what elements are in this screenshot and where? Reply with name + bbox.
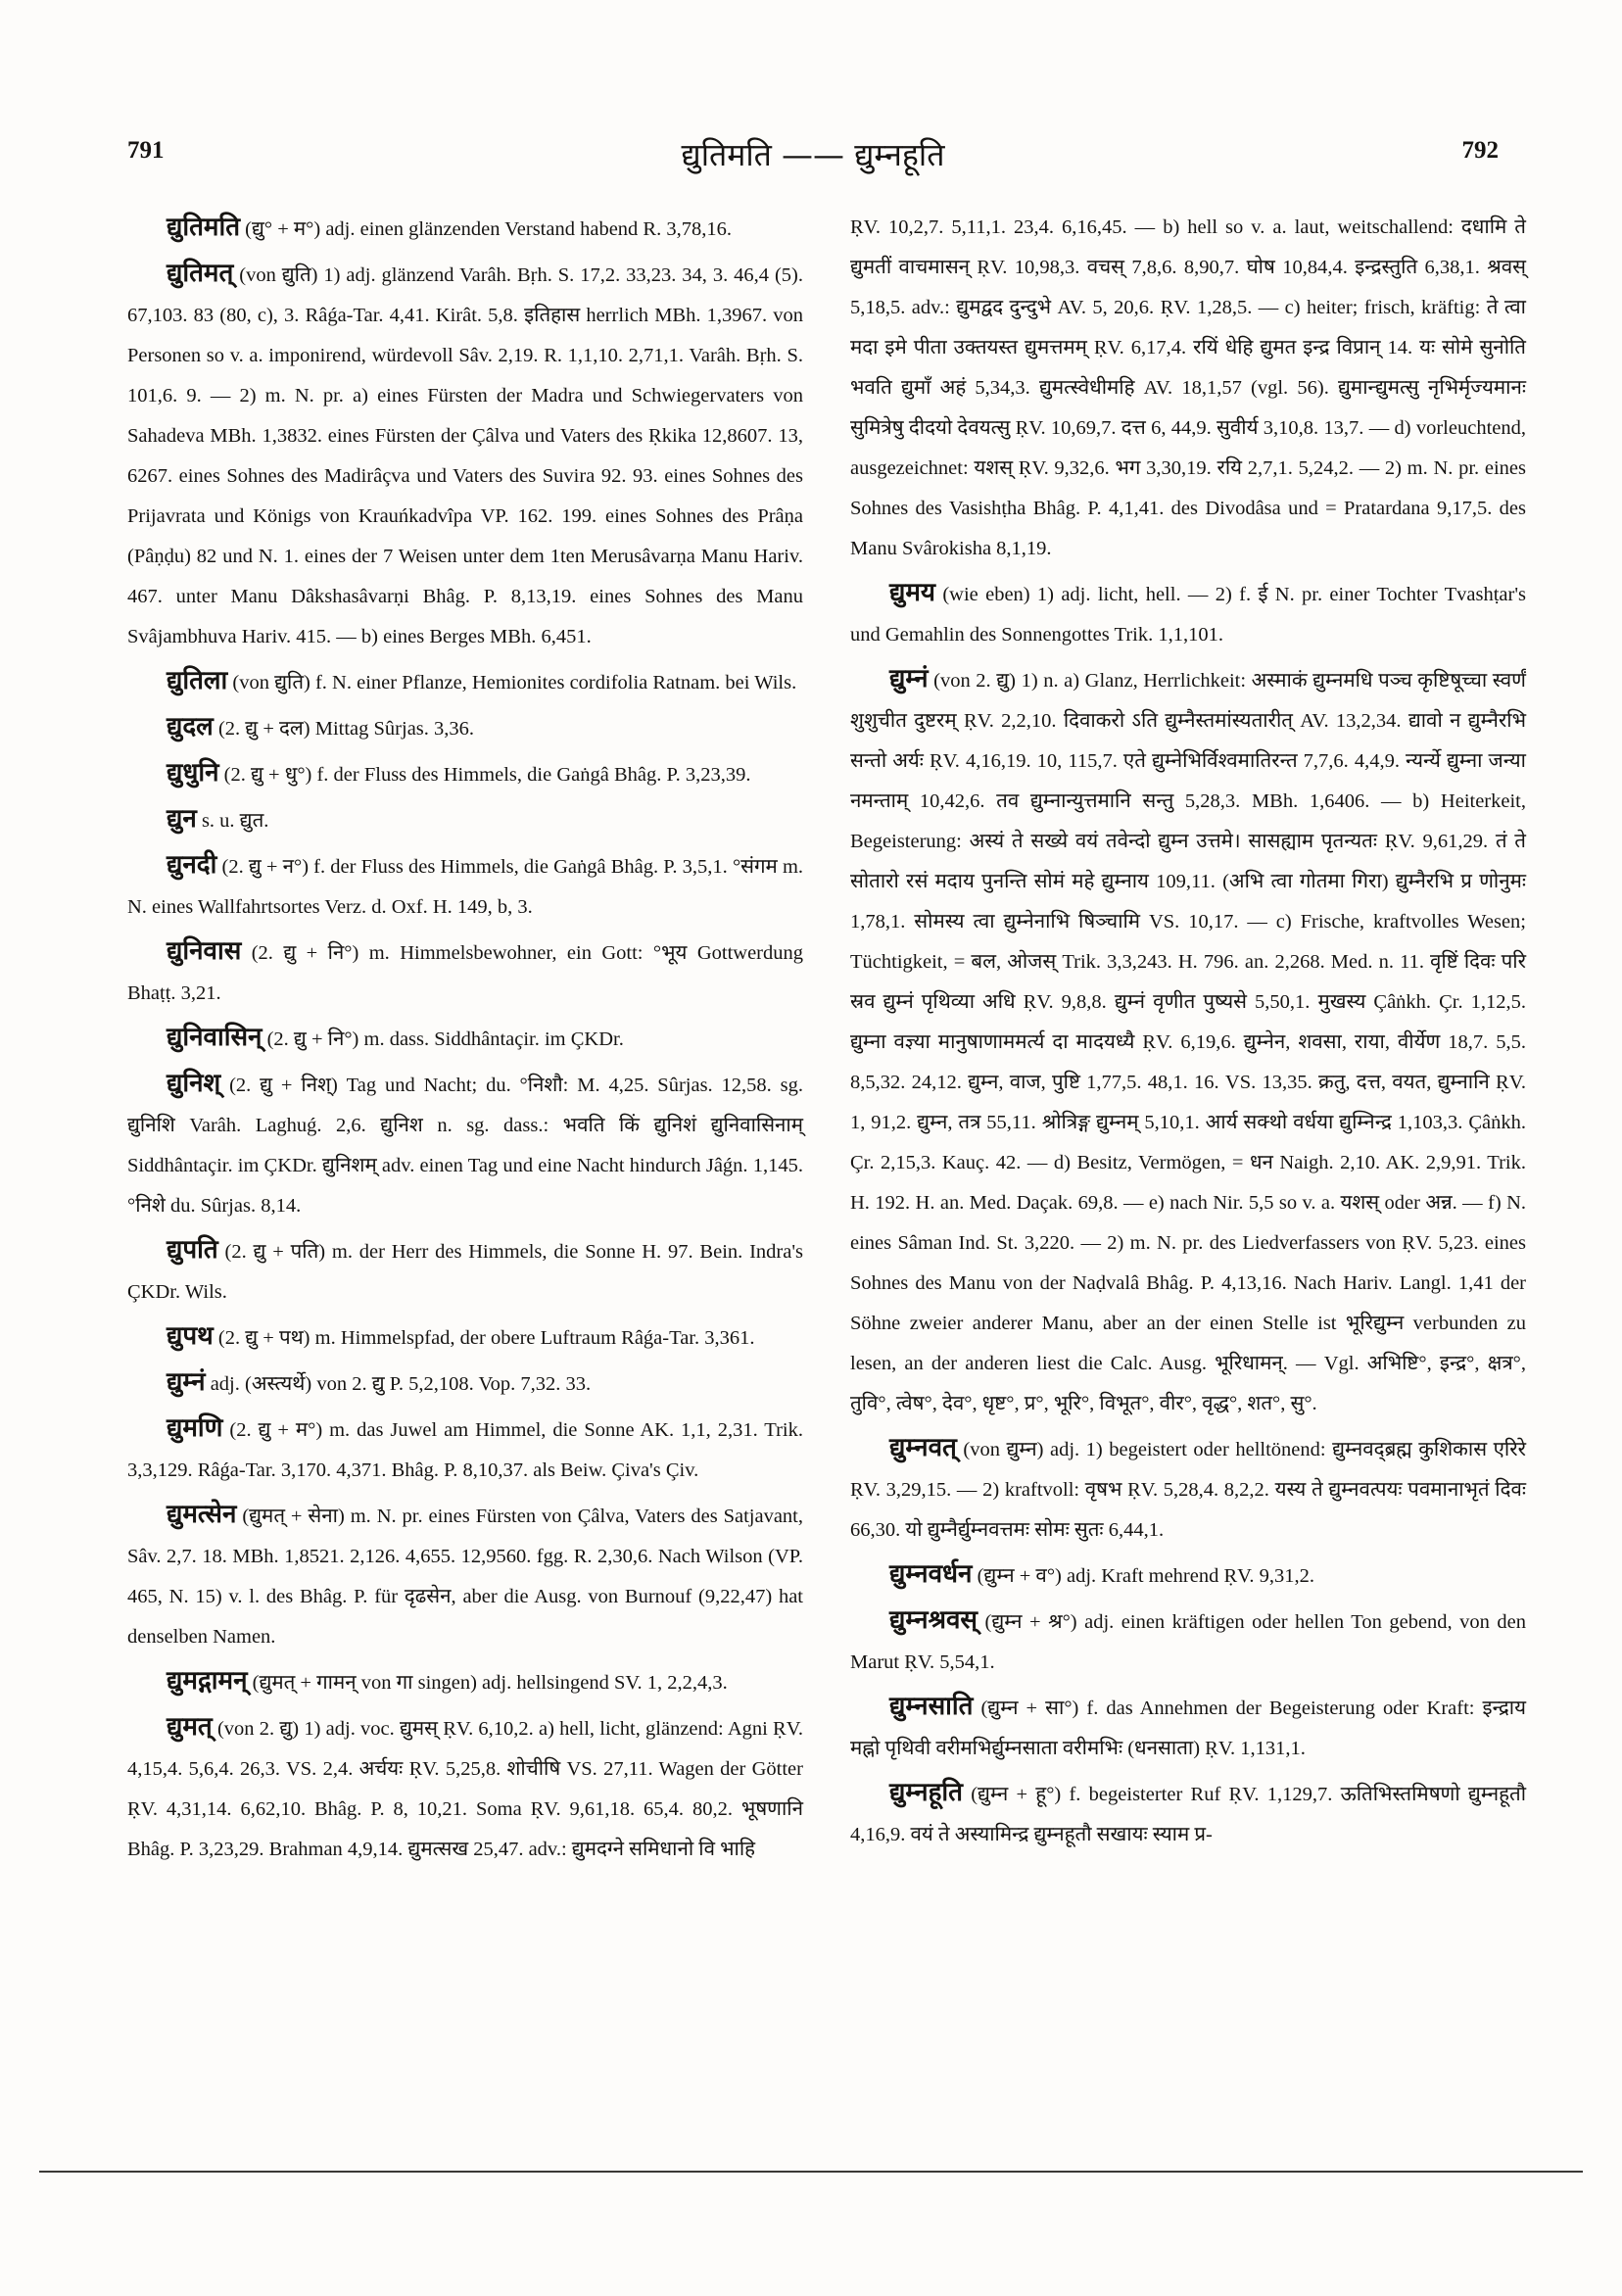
entry-headword: द्युनिवास: [167, 936, 242, 966]
dictionary-entry: [850, 1687, 1526, 1769]
entry-text: (2. द्यु + दल) Mittag Sûrjas. 3,36.: [217, 718, 475, 740]
dictionary-entry: [127, 845, 803, 928]
entry-headword: द्युनिश्: [167, 1069, 221, 1098]
entry-headword: द्युम्नवत्: [889, 1433, 957, 1462]
entry-text: (2. द्यु + निश्) Tag und Nacht; du. °निशौ: M. 4,25. Sûrjas. 12,58. sg. द्युनिशि Varâh. Laghuǵ. 2,6. द्युनिश n. sg. dass.: भवति किं द्युनिशं द्युनिवासिनाम् Siddhântaçir. im ÇKDr. द्युनिशम् adv. einen Tag und eine Nacht hindurch Jâǵn. 1,145. °निशे du. Sûrjas. 8,14.: [127, 1075, 804, 1217]
left-page-number: 791: [127, 137, 165, 164]
dictionary-entry: [127, 1064, 803, 1226]
entry-text: (द्यु° + म°) adj. einen glänzenden Verstand habend R. 3,78,16.: [245, 218, 732, 240]
dictionary-entry: [850, 1428, 1526, 1551]
entry-headword: द्युनिवासिन्: [167, 1023, 262, 1052]
entry-headword: द्युम्नवर्धन: [889, 1559, 973, 1589]
entry-text: (द्युम्न + हू°) f. begeisterter Ruf ṚV. 1,129,7. ऊतिभिस्तमिषणो द्युम्नहूतौ 4,16,9. वयं ते अस्यामिन्द्र द्युम्नहूतौ सखायः स्याम प्र-: [850, 1784, 1527, 1845]
dictionary-entry: [127, 1230, 803, 1313]
dictionary-entry: [850, 1555, 1526, 1597]
dictionary-entry: [127, 1495, 803, 1657]
entry-text: (द्युम्न + व°) adj. Kraft mehrend ṚV. 9,31,2.: [977, 1565, 1314, 1587]
entry-headword: द्युमणि: [167, 1413, 223, 1443]
dictionary-entry: [127, 932, 803, 1014]
dictionary-entry: [850, 1601, 1526, 1683]
dictionary-entry: [850, 659, 1526, 1424]
entry-text: (2. द्यु + नि°) m. Himmelsbewohner, ein Gott: °भूय Gottwerdung Bhaṭṭ. 3,21.: [127, 942, 803, 1004]
dictionary-entry: [127, 1363, 803, 1405]
entry-headword: द्युदल: [167, 712, 214, 741]
entry-headword: द्युनदी: [167, 850, 217, 880]
entry-headword: द्युमद्गामन्: [167, 1666, 248, 1696]
dictionary-entry: [127, 254, 803, 657]
dictionary-entry: [127, 208, 803, 250]
entry-headword: द्युतिला: [167, 666, 228, 695]
entry-headword: द्युमय: [889, 578, 936, 607]
entry-headword: द्युम्नं: [889, 664, 929, 694]
entry-text: s. u. द्युत.: [201, 810, 269, 832]
dictionary-entry: [127, 661, 803, 703]
entry-text: ṚV. 10,2,7. 5,11,1. 23,4. 6,16,45. — b) hell so v. a. laut, weitschallend: दधामि ते द्युमतीं वाचमासन् ṚV. 10,98,3. वचस् 7,8,6. 8,90,7. घोष 10,84,4. इन्द्रस्तुति 6,38,1. श्रवस् 5,18,5. adv.: द्युमद्वद दुन्दुभे AV. 5, 20,6. ṚV. 1,28,5. — c) heiter; frisch, kräftig: ते त्वा मदा इमे पीता उक्तयस्त द्युमत्तमम् ṚV. 6,17,4. रयिं धेहि द्युमत इन्द्र विप्रान् 14. यः सोमे सुनोति भवति द्युमाँ अहं 5,34,3. द्युमत्स्वेधीमहि AV. 18,1,57 (vgl. 56). द्युमान्द्युमत्सु नृभिर्मृज्यमानः सुमित्रेषु दीदयो देवयत्सु ṚV. 10,69,7. दत्त 6, 44,9. सुवीर्य 3,10,8. 13,7. — d) vorleuchtend, ausgezeichnet: यशस् ṚV. 9,32,6. भग 3,30,19. रयि 2,7,1. 5,24,2. — 2) m. N. pr. eines Sohnes des Vasishṭha Bhâg. P. 4,1,41. des Divodâsa und = Pratardana 9,17,5. des Manu Svârokisha 8,1,19.: [850, 216, 1526, 559]
dictionary-entry: [850, 1773, 1526, 1855]
entry-text: (2. द्यु + पति) m. der Herr des Himmels, die Sonne H. 97. Bein. Indra's ÇKDr. Wils.: [127, 1241, 803, 1303]
left-column: [127, 208, 803, 1874]
running-headword: द्युतिमति —— द्युम्नहूति: [681, 136, 945, 173]
dictionary-entry: [127, 1661, 803, 1703]
page-header: [127, 137, 1499, 180]
entry-text: (von 2. द्यु) 1) n. a) Glanz, Herrlichkeit: अस्माकं द्युम्नमधि पञ्च कृष्टिषूच्चा स्वर्णं शुशुचीत दुष्टरम् ṚV. 2,2,10. दिवाकरो ऽति द्युम्नैस्तमांस्यतारीत् AV. 13,2,34. द्यावो न द्युम्नैरभि सन्तो अर्यः ṚV. 4,16,19. 10, 115,7. एते द्युम्नेभिर्विश्वमातिरन्त 7,7,6. 4,4,9. न्यर्न्ये द्युम्ना जन्या नमन्ताम् 10,42,6. तव द्युम्नान्युत्तमानि सन्तु 5,28,3. MBh. 1,6406. — b) Heiterkeit, Begeisterung: अस्यं ते सख्ये वयं तवेन्दो द्युम्न उत्तमे। सासह्याम पृतन्यतः ṚV. 9,61,29. तं ते सोतारो रसं मदाय पुनन्ति सोमं महे द्युम्नाय 109,11. (अभि त्वा गोतमा गिरा) द्युम्नैरभि प्र णोनुमः 1,78,1. सोमस्य त्वा द्युम्नेनाभि षिञ्चामि VS. 10,17. — c) Frische, kraftvolles Wesen; Tüchtigkeit, = बल, ओजस् Trik. 3,3,243. H. 796. an. 2,268. Med. n. 11. वृष्टिं दिवः परि स्रव द्युम्नं पृथिव्या अधि ṚV. 9,8,8. द्युम्नं वृणीत पुष्यसे 5,50,1. मुखस्य Çâṅkh. Çr. 1,12,5. द्युम्ना वज्ञ्या मानुषाणाममर्त्य दा मादयध्यै ṚV. 6,19,6. द्युम्नेन, शवसा, राया, वीर्येण 18,7. 5,5. 8,5,32. 24,12. द्युम्न, वाज, पुष्टि 1,77,5. 48,1. 16. VS. 13,35. क्रतु, दत्त, वयत, द्युम्नानि ṚV. 1, 91,2. द्युम्न, तत्र 55,11. श्रोत्रिङ्ग द्युम्नम् 5,10,1. आर्य सक्थो वर्धया द्युम्निन्द्र 1,103,3. Çâṅkh. Çr. 2,15,3. Kauç. 42. — d) Besitz, Vermögen, = धन Naigh. 2,10. AK. 2,9,91. Trik. H. 192. H. an. Med. Daçak. 69,8. — e) nach Nir. 5,5 so v. a. यशस् oder अन्न. — f) N. eines Sâman Ind. St. 3,220. — 2) m. N. pr. des Liedverfassers von ṚV. 5,23. eines Sohnes des Manu von der Naḍvalâ Bhâg. P. 4,13,16. Nach Hariv. Langl. 1,41 der Söhne zweier anderer Manu, aber an der einen Stelle ist भूरिद्युम्न verbunden zu lesen, an der anderen liest die Calc. Ausg. भूरिधामन्. — Vgl. अभिष्टि°, इन्द्र°, क्षत्र°, तुवि°, त्वेष°, देव°, धृष्ट°, प्र°, भूरि°, विभूत°, वीर°, वृद्ध°, शत°, सु°.: [850, 670, 1526, 1414]
entry-text: (2. द्यु + नि°) m. dass. Siddhântaçir. im ÇKDr.: [266, 1028, 624, 1050]
dictionary-entry: [127, 1018, 803, 1060]
dictionary-entry: [127, 753, 803, 795]
entry-headword: द्युमत्सेन: [167, 1500, 237, 1529]
entry-headword: द्युधुनि: [167, 758, 219, 788]
entry-headword: द्युतिमत्: [167, 259, 234, 288]
entry-text: adj. (अस्त्यर्थे) von 2. द्यु P. 5,2,108. Vop. 7,32. 33.: [210, 1373, 592, 1395]
dictionary-entry: [127, 1707, 803, 1870]
right-column: [850, 208, 1526, 1859]
entry-text: (द्युमत् + गामन् von गा singen) adj. hellsingend SV. 1, 2,2,4,3.: [252, 1672, 728, 1694]
entry-text: (द्युमत् + सेना) m. N. pr. eines Fürsten von Çâlva, Vaters des Satjavant, Sâv. 2,7. 18. MBh. 1,8521. 2,126. 4,655. 12,9560. fgg. R. 2,30,6. Nach Wilson (VP. 465, N. 15) v. l. des Bhâg. P. für दृढसेन, aber die Ausg. von Burnouf (9,22,47) hat denselben Namen.: [127, 1506, 804, 1648]
right-page-number: 792: [1461, 137, 1499, 164]
entry-headword: द्युतिमति: [167, 213, 241, 242]
entry-text: (2. द्यु + न°) f. der Fluss des Himmels, die Gaṅgâ Bhâg. P. 3,5,1. °संगम m. N. eines Wallfahrtsortes Verz. d. Oxf. H. 149, b, 3.: [127, 856, 804, 918]
entry-text: (von द्युम्न) adj. 1) begeistert oder helltönend: द्युम्नवद्ब्रह्म कुशिकास एरिरे ṚV. 3,29,15. — 2) kraftvoll: वृषभ ṚV. 5,28,4. 8,2,2. यस्य ते द्युम्नवत्पयः पवमानाभृतं दिवः 66,30. यो द्युम्नैर्द्युम्नवत्तमः सोमः सुतः 6,44,1.: [850, 1439, 1527, 1541]
entry-headword: द्युम्नश्रवस्: [889, 1605, 978, 1635]
entry-text: (2. द्यु + म°) m. das Juwel am Himmel, die Sonne AK. 1,1, 2,31. Trik. 3,3,129. Râǵa-Tar. 3,170. 4,371. Bhâg. P. 8,10,37. als Beiw. Çiva's Çiv.: [127, 1419, 803, 1481]
entry-text: (2. द्यु + पथ) m. Himmelspfad, der obere Luftraum Râǵa-Tar. 3,361.: [217, 1327, 755, 1349]
entry-headword: द्युमत्: [167, 1712, 213, 1742]
dictionary-entry: [127, 707, 803, 749]
entry-text: (von द्युति) f. N. einer Pflanze, Hemionites cordifolia Ratnam. bei Wils.: [232, 672, 797, 694]
entry-text: (wie eben) 1) adj. licht, hell. — 2) f. ई N. pr. einer Tochter Tvashṭar's und Gemahlin des Sonnengottes Trik. 1,1,101.: [850, 584, 1526, 646]
entry-headword: द्युम्नसाति: [889, 1692, 974, 1721]
dictionary-entry: [127, 799, 803, 841]
entry-headword: द्युम्नं: [167, 1367, 206, 1397]
entry-text: (2. द्यु + धु°) f. der Fluss des Himmels, die Gaṅgâ Bhâg. P. 3,23,39.: [223, 764, 751, 786]
entry-text: (von 2. द्यु) 1) adj. voc. द्युमस् ṚV. 6,10,2. a) hell, licht, glänzend: Agni ṚV. 4,15,4. 5,6,4. 26,3. VS. 2,4. अर्चयः ṚV. 5,25,8. शोचीषि VS. 27,11. Wagen der Götter ṚV. 4,31,14. 6,62,10. Bhâg. P. 8, 10,21. Soma ṚV. 9,61,18. 65,4. 80,2. भूषणानि Bhâg. P. 3,23,29. Brahman 4,9,14. द्युमत्सख 25,47. adv.: द्युमदग्ने समिधानो वि भाहि: [127, 1718, 804, 1860]
entry-text: (द्युम्न + सा°) f. das Annehmen der Begeisterung oder Kraft: इन्द्राय मह्नो पृथिवी वरीमभिर्द्युम्नसाता वरीमभिः (धनसाता) ṚV. 1,131,1.: [850, 1698, 1526, 1759]
dictionary-entry: [127, 1316, 803, 1359]
entry-headword: द्युम्नहूति: [889, 1778, 963, 1807]
dictionary-entry: [850, 573, 1526, 655]
dictionary-entry-continued: [850, 208, 1526, 569]
entry-text: (द्युम्न + श्र°) adj. einen kräftigen oder hellen Ton gebend, von den Marut ṚV. 5,54,1.: [850, 1611, 1527, 1673]
entry-headword: द्युपथ: [167, 1321, 214, 1351]
entry-headword: द्युपति: [167, 1235, 218, 1265]
bottom-rule: [39, 2171, 1583, 2173]
dictionary-entry: [127, 1409, 803, 1491]
entry-headword: द्युन: [167, 804, 197, 834]
entry-text: (von द्युति) 1) adj. glänzend Varâh. Bṛh. S. 17,2. 33,23. 34, 3. 46,4 (5). 67,103. 83 (80, c), 3. Râǵa-Tar. 4,41. Kirât. 5,8. इतिहास herrlich MBh. 1,3967. von Personen so v. a. imponirend, würdevoll Sâv. 2,19. R. 1,1,10. 2,71,1. Varâh. Bṛh. S. 101,6. 9. — 2) m. N. pr. a) eines Fürsten der Madra und Schwiegervaters von Sahadeva MBh. 1,3832. eines Fürsten der Çâlva und Vaters des Ṛkika 12,8607. 13, 6267. eines Sohnes des Madirâçva und Vaters des Suvira 92. 93. eines Sohnes des Prijavrata und Königs von Krauńkadvîpa VP. 162. 199. eines Sohnes des Prâṇa (Pâṇḍu) 82 und N. 1. eines der 7 Weisen unter dem 1ten Merusâvarṇa Manu Hariv. 467. unter Manu Dâkshasâvarṇi Bhâg. P. 8,13,19. eines Sohnes des Manu Svâjambhuva Hariv. 415. — b) eines Berges MBh. 6,451.: [127, 264, 804, 647]
